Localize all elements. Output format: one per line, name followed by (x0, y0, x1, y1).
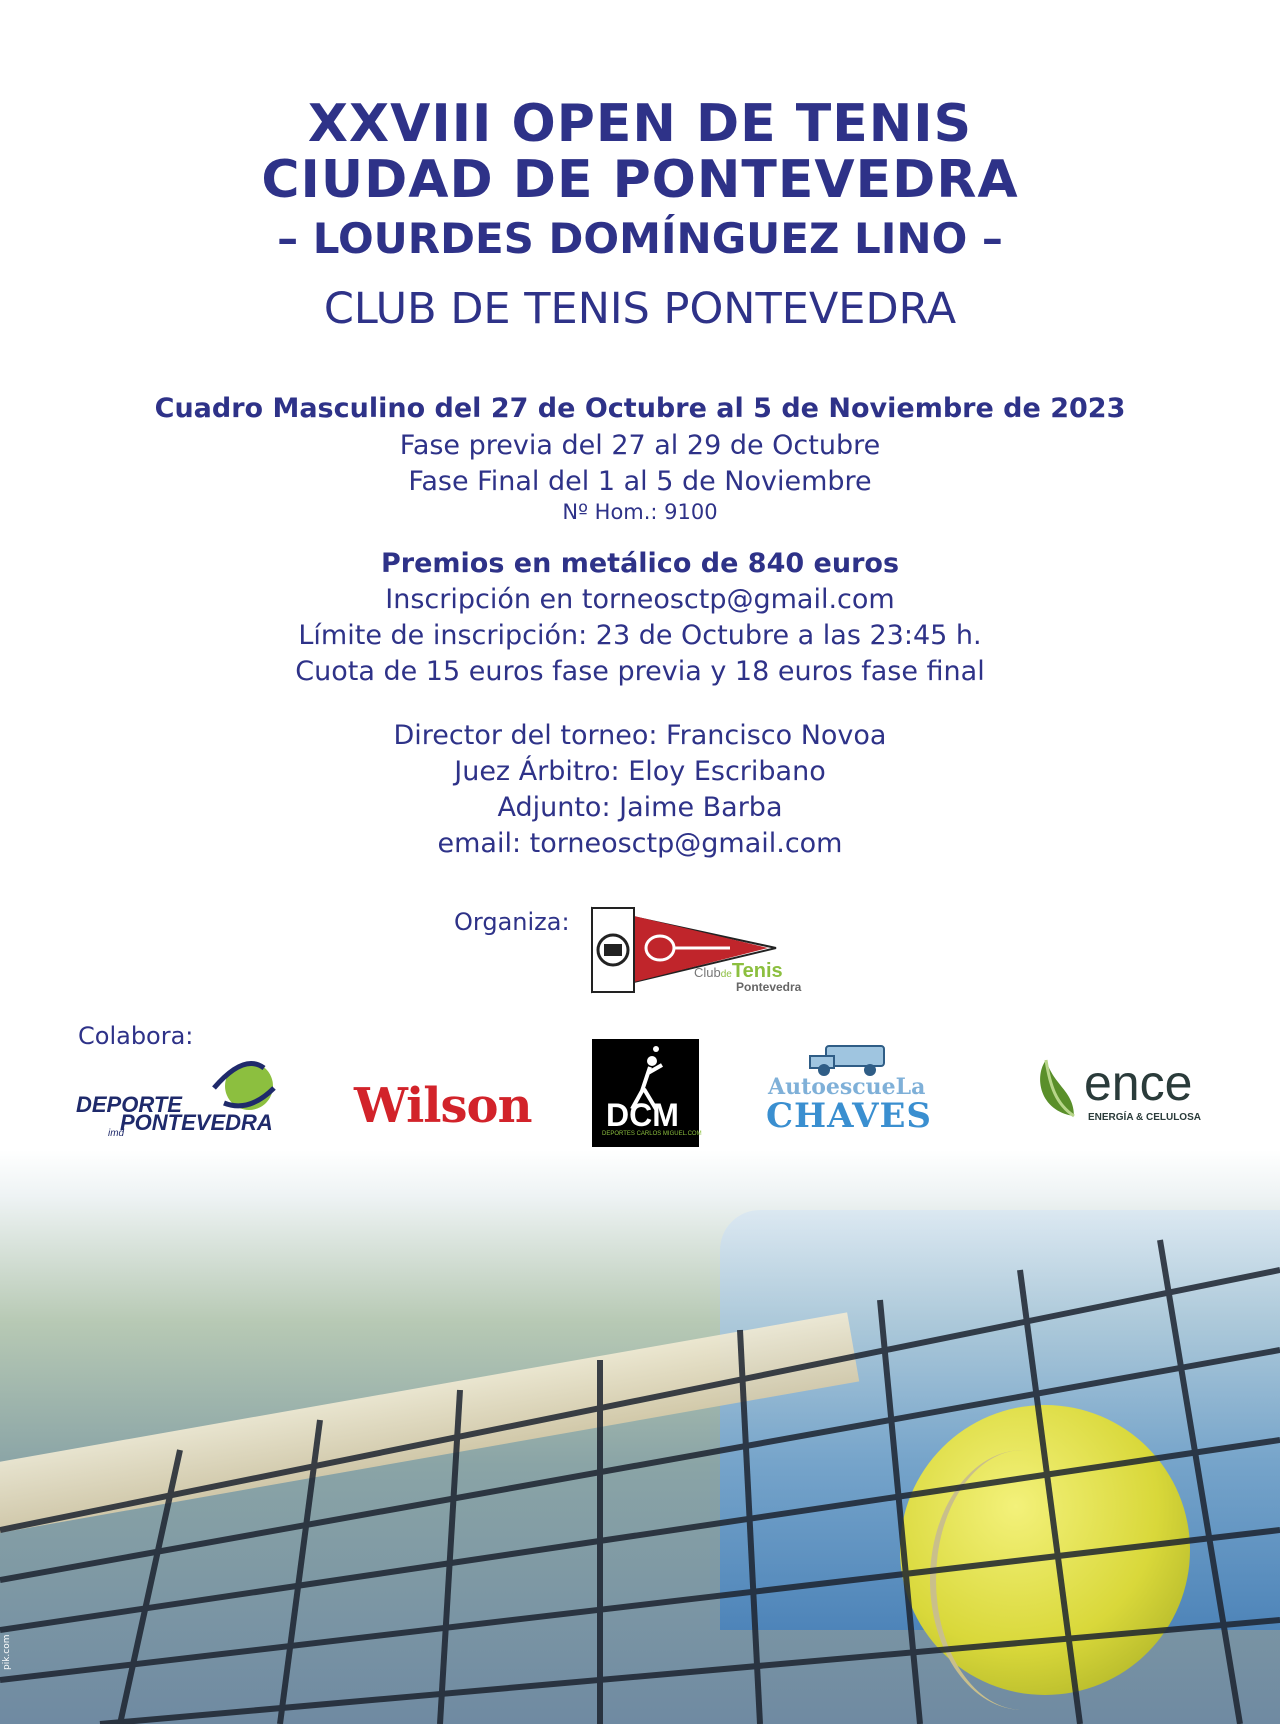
schedule-phase-previa: Fase previa del 27 al 29 de Octubre (399, 430, 881, 461)
deporte-pontevedra-logo (74, 1048, 304, 1138)
title-line-2: CIUDAD DE PONTEVEDRA (261, 150, 1019, 210)
club-de-text: de (720, 969, 732, 980)
autoescuela-text: AutoescueLa (768, 1074, 926, 1100)
tennis-net-photo (0, 1150, 1280, 1724)
registration-email: Inscripción en torneosctp@gmail.com (385, 584, 895, 615)
imd-text: imd (108, 1128, 125, 1139)
contact-email: email: torneosctp@gmail.com (437, 828, 843, 859)
autoescuela-chaves-logo (766, 1040, 966, 1140)
ence-subtitle: ENERGÍA & CELULOSA (1088, 1112, 1201, 1123)
subtitle: – LOURDES DOMÍNGUEZ LINO – (277, 214, 1003, 263)
pontevedra-text: PONTEVEDRA (120, 1110, 273, 1135)
dcm-logo (592, 1039, 702, 1147)
ence-logo (1034, 1056, 1204, 1136)
club-tenis-text: Tenis (731, 960, 783, 982)
director: Director del torneo: Francisco Novoa (393, 720, 887, 751)
ence-text: ence (1084, 1055, 1193, 1111)
deporte-text: DEPORTE (76, 1092, 182, 1117)
title-line-1: XXVIII OPEN DE TENIS (307, 94, 973, 154)
chaves-text: CHAVES (766, 1096, 932, 1136)
leaf-icon (1034, 1056, 1080, 1120)
club-name: CLUB DE TENIS PONTEVEDRA (323, 284, 957, 334)
photo-credit: pik.com (2, 1634, 12, 1670)
net-mesh-icon (0, 1150, 1280, 1724)
adjunto: Adjunto: Jaime Barba (497, 792, 783, 823)
club-pontevedra-text: Pontevedra (736, 980, 802, 994)
vintage-car-icon (766, 1040, 966, 1076)
registration-limit: Límite de inscripción: 23 de Octubre a las 23:45 h. (298, 620, 982, 651)
sponsors-label: Colabora: (78, 1022, 194, 1050)
organizer-label: Organiza: (454, 908, 570, 936)
referee: Juez Árbitro: Eloy Escribano (454, 756, 826, 787)
dcm-small-text: DEPORTES CARLOS MIGUEL.COM (602, 1131, 702, 1137)
club-tenis-pontevedra-logo (590, 906, 820, 996)
wilson-logo: Wilson (354, 1078, 532, 1134)
schedule-main: Cuadro Masculino del 27 de Octubre al 5 de Noviembre de 2023 (154, 393, 1126, 424)
club-small-text: Club (694, 965, 721, 980)
prizes: Premios en metálico de 840 euros (380, 548, 900, 579)
schedule-phase-final: Fase Final del 1 al 5 de Noviembre (408, 466, 872, 497)
dcm-text: DCM (606, 1097, 679, 1133)
registration-fee: Cuota de 15 euros fase previa y 18 euros fase final (295, 656, 985, 687)
homologation-number: Nº Hom.: 9100 (562, 500, 718, 524)
